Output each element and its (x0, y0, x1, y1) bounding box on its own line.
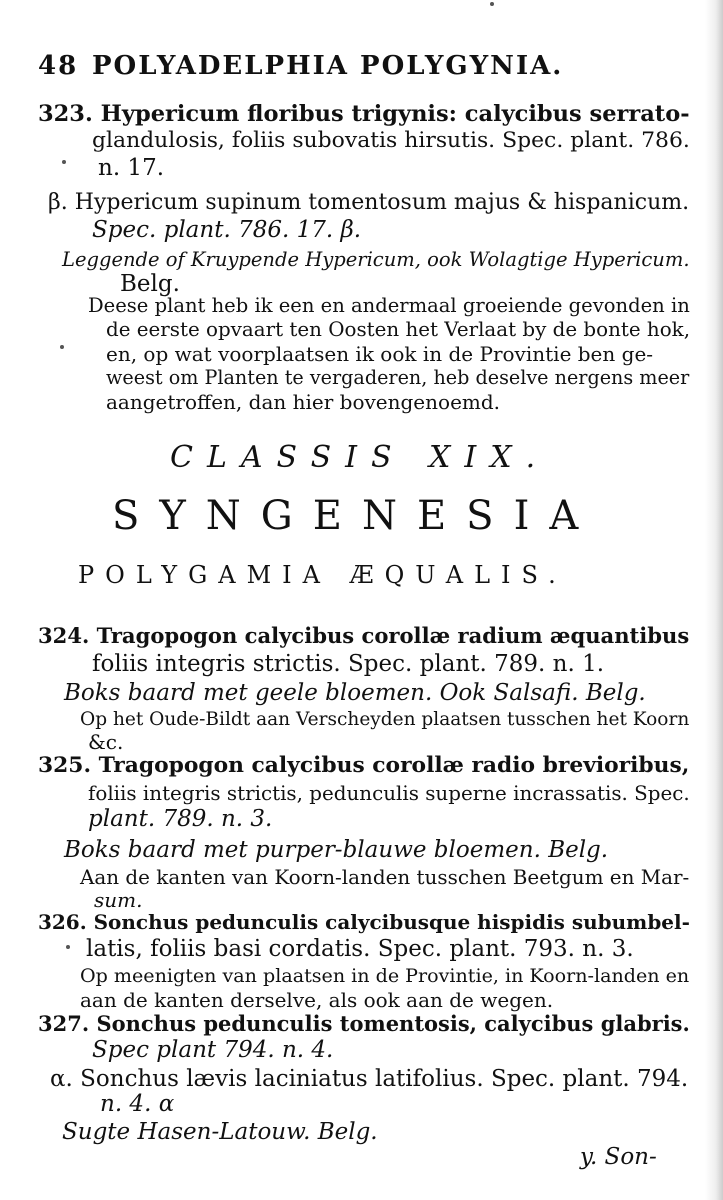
vernacular-name: Boks baard met geele bloemen. Ook Salsafi. Belg. (64, 680, 646, 706)
entry-line: glandulosis, foliis subovatis hirsutis. Spec. plant. 786. (92, 128, 690, 153)
habitat-note: &c. (88, 730, 124, 754)
vernacular-name: Sugte Hasen-Latouw. Belg. (62, 1119, 378, 1145)
entry-line: Spec. plant. 786. 17. β. (92, 217, 362, 243)
entry-line: 324. Tragopogon calycibus corollæ radium æquantibus (38, 623, 690, 648)
habitat-note: aan de kanten derselve, als ook aan de wegen. (80, 988, 554, 1012)
entry-line: 326. Sonchus pedunculis calycibusque hispidis subumbel- (38, 910, 690, 934)
habitat-note: sum. (94, 888, 143, 912)
running-title: POLYADELPHIA POLYGYNIA. (92, 51, 564, 81)
entry-line: β. Hypericum supinum tomentosum majus & hispanicum. (48, 190, 690, 215)
habitat-note: weest om Planten te vergaderen, heb deselve nergens meer (106, 366, 690, 389)
habitat-note: aangetroffen, dan hier bovengenoemd. (106, 390, 501, 414)
classis-title: CLASSIS XIX. (170, 440, 550, 475)
entry-line: Spec plant 794. n. 4. (92, 1037, 334, 1063)
entry-line: foliis integris strictis. Spec. plant. 789. n. 1. (92, 651, 605, 677)
habitat-note: en, op wat voorplaatsen ik ook in de Provintie ben ge- (106, 342, 654, 366)
catchword: y. Son- (580, 1144, 657, 1170)
habitat-note: de eerste opvaart ten Oosten het Verlaat by de bonte hok, (106, 318, 691, 341)
habitat-note: Deese plant heb ik een en andermaal groeiende gevonden in (88, 294, 690, 317)
entry-line: Belg. (120, 271, 180, 297)
entry-line: 323. Hypericum floribus trigynis: calycibus serrato- (38, 101, 690, 127)
entry-line: n. 17. (98, 155, 165, 181)
habitat-note: Op het Oude-Bildt aan Verscheyden plaatsen tusschen het Koorn (80, 709, 690, 730)
entry-line: foliis integris strictis, pedunculis superne incrassatis. Spec. (88, 782, 690, 805)
page-number: 48 (38, 51, 79, 81)
vernacular-name: Boks baard met purper-blauwe bloemen. Belg. (64, 837, 609, 863)
scan-speck (490, 2, 494, 6)
habitat-note: Aan de kanten van Koorn-landen tusschen Beetgum en Mar- (80, 866, 690, 889)
scan-speck (66, 945, 70, 949)
entry-line: latis, foliis basi cordatis. Spec. plant. 793. n. 3. (86, 936, 634, 962)
entry-line: n. 4. α (100, 1091, 175, 1117)
scan-speck (62, 160, 66, 164)
vernacular-name: Leggende of Kruypende Hypericum, ook Wolagtige Hypericum. (62, 248, 690, 271)
entry-line: α. Sonchus lævis laciniatus latifolius. Spec. plant. 794. (50, 1066, 689, 1092)
scan-speck (60, 345, 64, 349)
entry-line: 327. Sonchus pedunculis tomentosis, calycibus glabris. (38, 1011, 690, 1036)
classis-name: SYNGENESIA (112, 493, 599, 539)
classis-order: POLYGAMIA ÆQUALIS. (78, 561, 567, 589)
entry-line: plant. 789. n. 3. (88, 806, 273, 832)
habitat-note: Op meenigten van plaatsen in de Provintie, in Koorn-landen en (80, 964, 690, 987)
entry-line: 325. Tragopogon calycibus corollæ radio brevioribus, (38, 753, 690, 778)
scan-edge-shadow (705, 0, 723, 1200)
